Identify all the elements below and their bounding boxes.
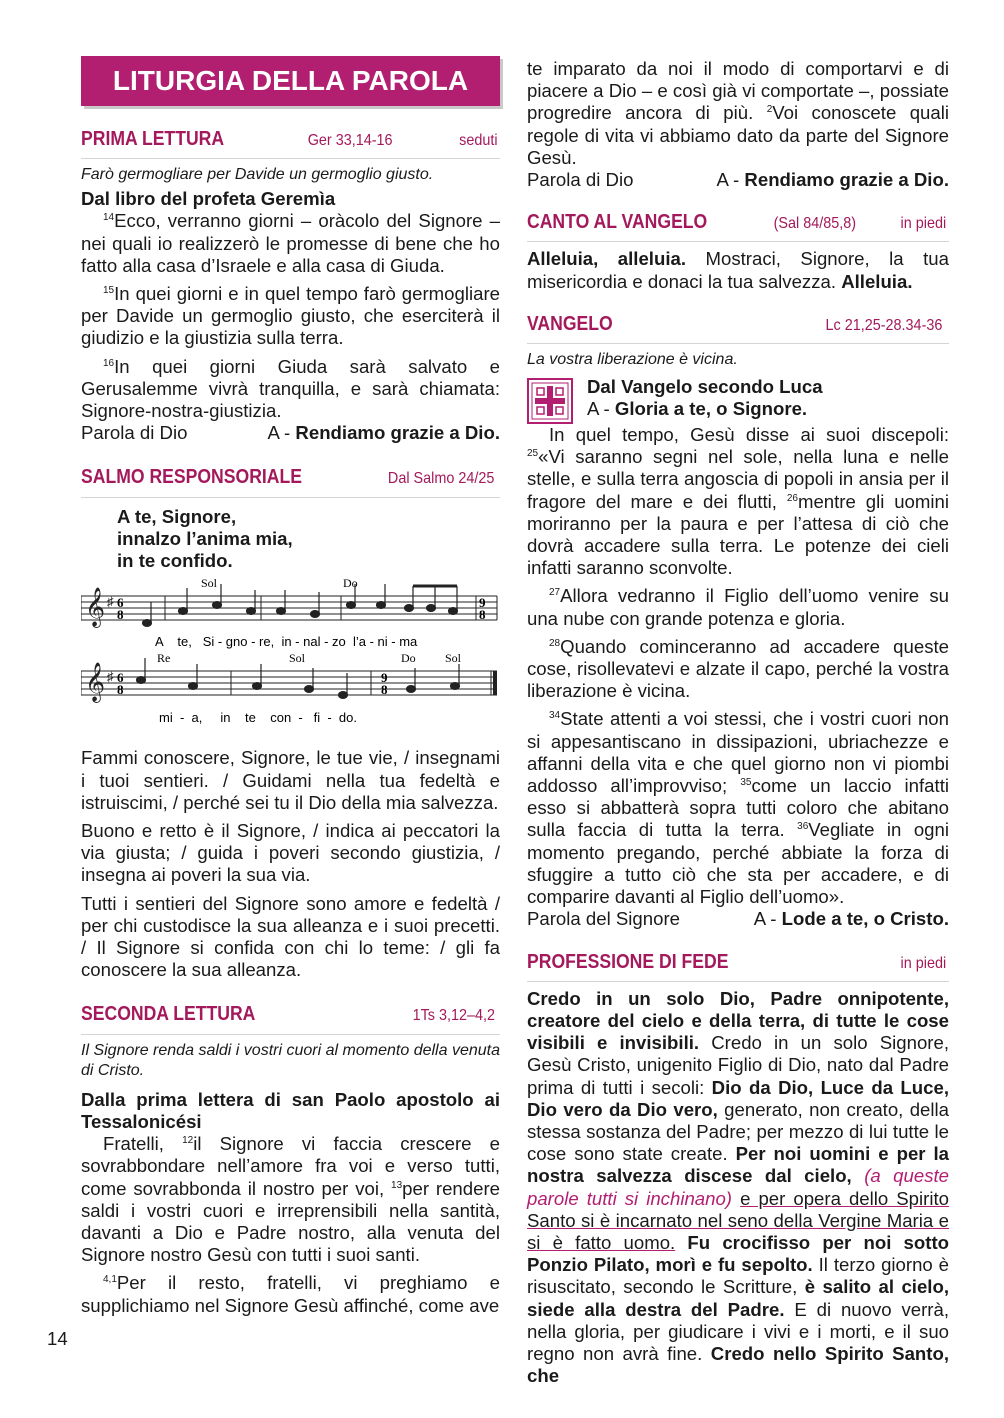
section-reference: Dal Salmo 24/25: [387, 470, 495, 488]
gospel-acclamation: Alleluia, alleluia. Mostraci, Signore, la tua misericordia e donaci la tua salvezza. Alleluia.: [527, 248, 949, 292]
psalm-stanza-3: Tutti i sentieri del Signore sono amore e fedeltà / per chi custodisce la sua alleanza e i suoi precetti. / Il Signore si confida con chi lo teme: / gli fa conoscere la sua alleanza.: [81, 892, 500, 981]
section-posture: seduti: [459, 132, 498, 149]
response: A - Gloria a te, o Signore.: [587, 398, 808, 420]
reading-source: Dalla prima lettera di san Paolo apostolo ai Tessalonicési: [81, 1088, 500, 1132]
chord-label: Re: [157, 651, 171, 666]
reading-intro: Farò germogliare per Davide un germoglio giusto.: [81, 166, 434, 184]
right-column: [527, 58, 949, 1387]
section-header-vangelo: [527, 313, 949, 344]
reading-source: Dal libro del profeta Geremìa: [81, 188, 336, 210]
svg-text:8: 8: [479, 607, 486, 623]
verse-34-36: $^{34}$State attenti a voi stessi, che i vostri cuori non si appesantiscano in dissipazioni, ubriachezze e affanni della vita e che quel giorno non vi piombi addosso all’improvviso; $^{35}$come un laccio infatti esso si abbatterà sopra tutti coloro che abitano sulla faccia di tutta la terra. $^{36}$Vegliate in ogni momento pregando, perché abbiate la forza di sfuggire a tutto ciò che sta per accadere, e di comparire davanti al Figlio dell’uomo».: [527, 708, 949, 908]
response: A - Rendiamo grazie a Dio.: [267, 422, 500, 444]
verse-28: $^{28}$Quando cominceranno ad accadere queste cose, risollevatevi e alzate il capo, perché la vostra liberazione è vicina.: [527, 635, 949, 702]
section-title: PROFESSIONE DI FEDE: [527, 950, 729, 973]
section-title: VANGELO: [527, 312, 613, 335]
svg-text:8: 8: [117, 607, 124, 623]
response: A - Rendiamo grazie a Dio.: [716, 169, 949, 191]
creed-incarnation: e per opera dello Spirito Santo si è incarnato nel seno della Vergine Maria e si è fatto uomo.: [527, 1187, 949, 1253]
liturgy-banner: [81, 56, 500, 106]
verse-4-1: $^{4,1}$Per il resto, fratelli, vi preghiamo e supplichiamo nel Signore Gesù affinché, come ave: [81, 1272, 500, 1316]
chord-label: Sol: [289, 651, 306, 666]
section-reference: Lc 21,25-28.34-36: [825, 316, 943, 334]
chord-label: Sol: [445, 651, 462, 666]
section-title: PRIMA LETTURA: [81, 128, 225, 150]
psalm-stanza-2: Buono e retto è il Signore, / indica ai peccatori la via giusta; / guida i poveri secondo giustizia, / insegna ai poveri la sua via.: [81, 820, 500, 886]
reading-intro: La vostra liberazione è vicina.: [527, 351, 738, 369]
banner-title: LITURGIA DELLA PAROLA: [112, 64, 469, 96]
section-title: SECONDA LETTURA: [81, 1003, 256, 1026]
svg-text:8: 8: [381, 682, 388, 698]
section-posture: in piedi: [900, 215, 947, 233]
psalm-music-score: [81, 578, 500, 738]
reading-source: Dal Vangelo secondo Luca: [587, 376, 823, 398]
closing-formula: Parola di Dio: [81, 422, 188, 444]
psalm-stanza-1: Fammi conoscere, Signore, le tue vie, / insegnami i tuoi sentieri. / Guidami nella tua fedeltà e istruiscimi, / perché sei tu il Dio della mia salvezza.: [81, 747, 500, 813]
closing-formula: Parola del Signore: [527, 908, 680, 930]
gospel-heading: [527, 376, 949, 424]
verse-25-26: In quel tempo, Gesù disse ai suoi discepoli: $^{25}$«Vi saranno segni nel sole, nella luna e nelle stelle, e sulla terra angoscia di popoli in ansia per il fragore del mare e dei flutti, $^{26}$mentre gli uomini moriranno per la paura e per l’attesa di ciò che dovrà accadere sulla terra. Le potenze dei cieli infatti saranno sconvolte.: [527, 424, 949, 579]
svg-text:6: 6: [117, 670, 124, 686]
verse-15: $^{15}$In quei giorni e in quel tempo farò germogliare per Davide un germoglio giusto, che eserciterà il giudizio e la giustizia sulla terra.: [81, 283, 500, 349]
svg-text:6: 6: [117, 595, 124, 611]
section-header-prima-lettura: [81, 128, 500, 159]
verse-14: $^{14}$Ecco, verranno giorni – oràcolo del Signore – nei quali io realizzerò le promesse di bene che ho fatto alla casa d’Israele e alla casa di Giuda.: [81, 210, 500, 276]
closing-formula: Parola di Dio: [527, 169, 634, 191]
page-number: 14: [47, 1328, 68, 1349]
verse-27: $^{27}$Allora vedranno il Figlio dell’uomo venire su una nube con grande potenza e gloria.: [527, 585, 949, 629]
reading-response: [81, 422, 500, 444]
psalm-refrain: A te, Signore, innalzo l’anima mia, in te confido.: [117, 505, 293, 572]
section-reference: 1Ts 3,12–4,2: [412, 1007, 496, 1025]
svg-text:♯: ♯: [107, 594, 114, 610]
section-header-seconda-lettura: [81, 1003, 500, 1034]
chord-label: Do: [343, 578, 358, 591]
creed-text: Credo in un solo Dio, Padre onnipotente, creatore del cielo e della terra, di tutte le cose visibili e invisibili. Credo in un solo Signore, Gesù Cristo, unigenito Figlio di Dio, nato dal Padre prima di tutti i secoli: Dio da Dio, Luce da Luce, Dio vero da Dio vero, generato, non creato, della stessa sostanza del Padre; per mezzo di lui tutte le cose sono state create. Per noi uomini e per la nostra salvezza discese dal cielo, (a queste parole tutti si inchinano) e per opera dello Spirito Santo si è incarnato nel seno della Vergine Maria e si è fatto uomo. Fu crocifisso per noi sotto Ponzio Pilato, morì e fu sepolto. Il terzo giorno è risuscitato, secondo le Scritture, è salito al cielo, siede alla destra del Padre. E di nuovo verrà, nella gloria, per giudicare i vivi e i morti, e il suo regno non avrà fine. Credo nello Spirito Santo, che: [527, 987, 949, 1387]
svg-text:9: 9: [381, 670, 388, 686]
section-header-salmo: [81, 466, 500, 497]
lyrics-line-1: A te, Si - gno - re, in - nal - zo l’a - ni - ma: [155, 634, 418, 650]
section-posture: in piedi: [900, 954, 947, 972]
chord-label: Sol: [201, 578, 218, 591]
svg-text:♯: ♯: [107, 669, 114, 685]
svg-text:𝄞: 𝄞: [85, 589, 106, 627]
chord-label: Do: [401, 651, 416, 666]
verse-12-13: Fratelli, $^{12}$il Signore vi faccia crescere e sovrabbondare nell’amore fra voi e verso tutti, come sovrabbonda il nostro per voi, $^{13}$per rendere saldi i vostri cuori e irreprensibili nella santità, davanti a Dio e Padre nostro, alla venuta del Signore nostro Gesù con tutti i suoi santi.: [81, 1133, 500, 1266]
section-title: CANTO AL VANGELO: [527, 211, 708, 234]
reading-response: [527, 908, 949, 930]
svg-text:𝄞: 𝄞: [85, 664, 106, 702]
reading-intro: Il Signore renda saldi i vostri cuori al momento della venuta di Cristo.: [81, 1041, 500, 1079]
lyrics-line-2: mi - a, in te con - fi - do.: [159, 710, 357, 726]
svg-text:8: 8: [117, 682, 124, 698]
section-header-credo: [527, 951, 949, 982]
section-header-canto: [527, 211, 949, 242]
left-column: [81, 56, 500, 1317]
section-title: SALMO RESPONSORIALE: [81, 466, 303, 489]
creed-rubric: (a queste parole tutti si inchinano): [527, 1165, 949, 1209]
svg-text:9: 9: [479, 595, 486, 611]
verse-4-1-continued: te imparato da noi il modo di comportarvi e di piacere a Dio – e così già vi comportate –, possiate progredire ancora di più. $^2$Voi conoscete quali regole di vita vi abbiamo dato da parte del Signore Gesù.: [527, 58, 949, 168]
reading-response: [527, 169, 949, 191]
section-reference: Ger 33,14-16: [308, 132, 393, 149]
gospel-cross-icon: [527, 378, 573, 424]
response: A - Lode a te, o Cristo.: [753, 908, 949, 930]
verse-16: $^{16}$In quei giorni Giuda sarà salvato e Gerusalemme vivrà tranquilla, e sarà chiamata: Signore-nostra-giustizia.: [81, 355, 500, 422]
section-reference: (Sal 84/85,8): [773, 215, 857, 233]
